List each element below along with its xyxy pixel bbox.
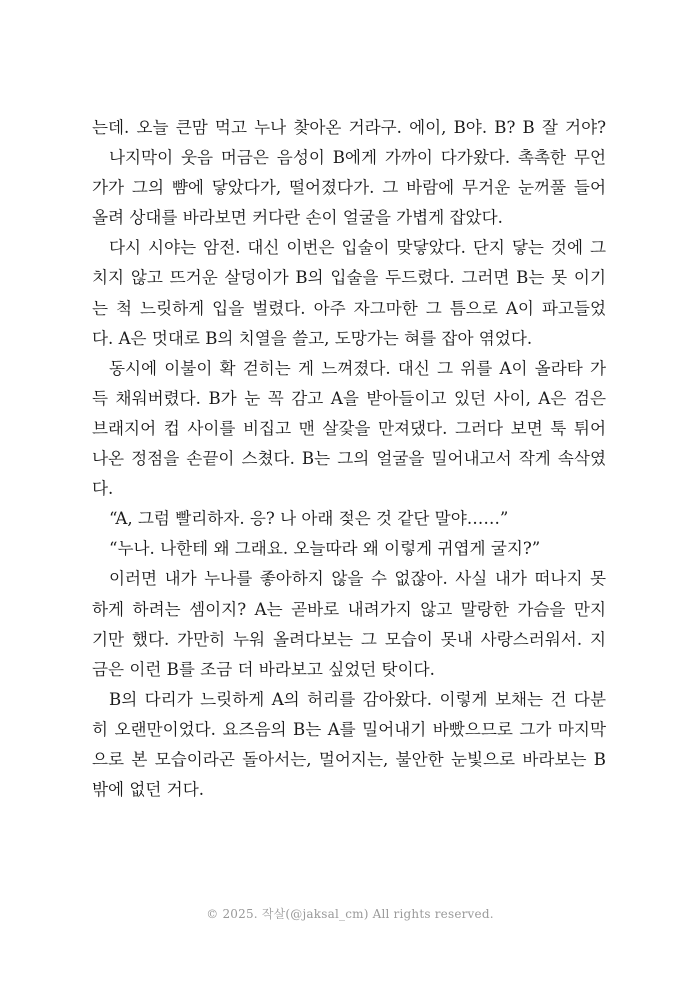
text-line: 밖에 없던 거다. bbox=[92, 780, 205, 800]
text-line: “누나. 나한테 왜 그래요. 오늘따라 왜 이렇게 귀엽게 굴지?” bbox=[109, 539, 541, 559]
text-line: 이러면 내가 누나를 좋아하지 않을 수 없잖아. 사실 내가 떠나지 못 bbox=[109, 569, 606, 589]
text-line: 다시 시야는 암전. 대신 이번은 입술이 맞닿았다. 단지 닿는 것에 그 bbox=[109, 238, 606, 258]
copyright-footer: © 2025. 작살(@jaksal_cm) All rights reserved. bbox=[206, 907, 494, 921]
text-line: 기만 했다. 가만히 누워 올려다보는 그 모습이 못내 사랑스러워서. 지 bbox=[92, 629, 606, 649]
text-line: 는데. 오늘 큰맘 먹고 누나 찾아온 거라구. 에이, B야. B? B 잘 거야? bbox=[92, 118, 606, 137]
text-line: 브래지어 컵 사이를 비집고 맨 살갗을 만져댔다. 그러다 보면 툭 튀어 bbox=[92, 418, 606, 438]
text-line: 올려 상대를 바라보면 커다란 손이 얼굴을 가볍게 잡았다. bbox=[92, 208, 503, 228]
text-line: 가가 그의 뺨에 닿았다가, 떨어졌다가. 그 바람에 무거운 눈꺼풀 들어 bbox=[92, 178, 606, 198]
text-line: 득 채워버렸다. B가 눈 꼭 감고 A을 받아들이고 있던 사이, A은 검은 bbox=[92, 388, 606, 408]
text-line: 으로 본 모습이라곤 돌아서는, 멀어지는, 불안한 눈빛으로 바라보는 B bbox=[92, 749, 606, 769]
text-line: 나지막이 웃음 머금은 음성이 B에게 가까이 다가왔다. 촉촉한 무언 bbox=[109, 148, 606, 168]
text-line: 히 오랜만이었다. 요즈음의 B는 A를 밀어내기 바빴으므로 그가 마지막 bbox=[92, 719, 606, 739]
text-line: “A, 그럼 빨리하자. 응? 나 아래 젖은 것 같단 말야……” bbox=[109, 509, 509, 529]
text-line: 동시에 이불이 확 걷히는 게 느껴졌다. 대신 그 위를 A이 올라타 가 bbox=[109, 358, 606, 378]
text-line: 하게 하려는 셈이지? A는 곧바로 내려가지 않고 말랑한 가슴을 만지 bbox=[92, 599, 606, 619]
text-line: 는 척 느릿하게 입을 벌렸다. 아주 자그마한 그 틈으로 A이 파고들었 bbox=[92, 298, 606, 318]
text-line: 다. bbox=[92, 479, 114, 499]
text-line: 다. A은 멋대로 B의 치열을 쓸고, 도망가는 혀를 잡아 엮었다. bbox=[92, 328, 533, 348]
text-line: 나온 정점을 손끝이 스쳤다. B는 그의 얼굴을 밀어내고서 작게 속삭였 bbox=[92, 449, 606, 469]
text-line: B의 다리가 느릿하게 A의 허리를 감아왔다. 이렇게 보채는 건 다분 bbox=[109, 689, 606, 709]
text-line: 치지 않고 뜨거운 살덩이가 B의 입술을 두드렸다. 그러면 B는 못 이기 bbox=[92, 268, 606, 288]
document-body bbox=[92, 113, 606, 805]
text-line: 금은 이런 B를 조금 더 바라보고 싶었던 탓이다. bbox=[92, 659, 435, 679]
